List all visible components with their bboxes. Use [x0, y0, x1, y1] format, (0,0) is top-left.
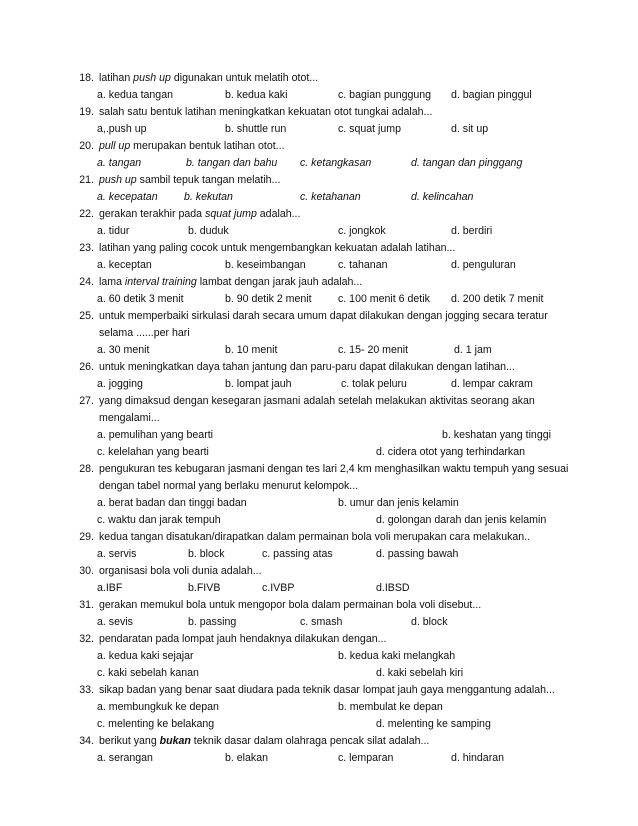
question-text	[99, 681, 555, 699]
answer-option: c. 100 menit 6 detik	[338, 293, 430, 305]
answer-option: a. 60 detik 3 menit	[97, 293, 184, 305]
options-row	[0, 222, 638, 240]
question-text	[99, 307, 548, 325]
question-number: 33.	[79, 684, 94, 696]
options-row	[0, 426, 638, 444]
options-row	[0, 613, 638, 631]
question-text	[99, 460, 568, 478]
question-number: 22.	[79, 208, 94, 220]
options-row	[0, 749, 638, 767]
answer-option: a. tidur	[97, 225, 130, 237]
answer-option: c. melenting ke belakang	[97, 718, 215, 730]
question-text-continued	[0, 324, 638, 342]
question-text	[99, 205, 300, 223]
question-text-part: latihan	[99, 72, 134, 84]
answer-option: b. lompat jauh	[225, 378, 292, 390]
answer-option: c. tahanan	[338, 259, 388, 271]
answer-option: a. pemulihan yang bearti	[97, 429, 214, 441]
question-text-part: salah satu bentuk latihan meningkatkan kekuatan otot tungkai adalah...	[99, 106, 433, 118]
answer-option: c. 15- 20 menit	[338, 344, 409, 356]
answer-option: c. kelelahan yang bearti	[97, 446, 209, 458]
answer-option: d. kelincahan	[411, 191, 474, 203]
question-emphasis: interval training	[124, 276, 197, 288]
question-emphasis: squat jump	[205, 208, 257, 220]
answer-option: d. passing bawah	[376, 548, 459, 560]
question-text-part: pendaratan pada lompat jauh hendaknya dilakukan dengan...	[99, 633, 387, 645]
answer-option: b. 10 menit	[225, 344, 278, 356]
answer-option: d. sit up	[451, 123, 489, 135]
answer-option: c. waktu dan jarak tempuh	[97, 514, 221, 526]
answer-option: d. melenting ke samping	[376, 718, 491, 730]
question-number: 27.	[79, 395, 94, 407]
question-text	[99, 596, 481, 614]
question-number: 25.	[79, 310, 94, 322]
question-33	[0, 681, 638, 699]
answer-option: c. ketahanan	[300, 191, 361, 203]
answer-option: b. keshatan yang tinggi	[442, 429, 551, 441]
question-text-part: adalah...	[256, 208, 301, 220]
question-text	[99, 103, 432, 121]
options-row	[0, 256, 638, 274]
answer-option: a. tangan	[97, 157, 142, 169]
options-row	[0, 545, 638, 563]
question-text-part: sambil tepuk tangan melatih...	[136, 174, 281, 186]
question-text	[99, 392, 535, 410]
question-22	[0, 205, 638, 223]
options-row	[0, 715, 638, 733]
answer-option: c. bagian punggung	[338, 89, 432, 101]
question-28	[0, 460, 638, 478]
options-row	[0, 664, 638, 682]
answer-option: c. jongkok	[338, 225, 386, 237]
options-row	[0, 154, 638, 172]
question-text	[99, 562, 262, 580]
question-text-part: gerakan terakhir pada	[99, 208, 206, 220]
question-text-part: berikut yang	[99, 735, 160, 747]
answer-option: b. block	[188, 548, 225, 560]
answer-option: b. 90 detik 2 menit	[225, 293, 312, 305]
options-row	[0, 443, 638, 461]
answer-option: a. kedua tangan	[97, 89, 173, 101]
question-number: 30.	[79, 565, 94, 577]
question-emphasis: pull up	[99, 140, 131, 152]
question-number: 21.	[79, 174, 94, 186]
question-text-part: gerakan memukul bola untuk mengopor bola dalam permainan bola voli disebut...	[99, 599, 482, 611]
question-number: 19.	[79, 106, 94, 118]
options-row	[0, 579, 638, 597]
question-text-part: lama	[99, 276, 125, 288]
question-text-part: latihan yang paling cocok untuk mengembangkan kekuatan adalah latihan...	[99, 242, 456, 254]
options-row	[0, 647, 638, 665]
question-text-part: dengan tabel normal yang berlaku menurut kelompok...	[99, 480, 359, 492]
answer-option: b. kedua kaki melangkah	[338, 650, 456, 662]
question-text	[99, 69, 318, 87]
question-19	[0, 103, 638, 121]
question-number: 20.	[79, 140, 94, 152]
question-24	[0, 273, 638, 291]
options-row	[0, 120, 638, 138]
options-row	[0, 494, 638, 512]
answer-option: b. duduk	[188, 225, 229, 237]
answer-option: a. membungkuk ke depan	[97, 701, 219, 713]
question-text-part: mengalami...	[99, 412, 160, 424]
question-text	[99, 239, 455, 257]
question-20	[0, 137, 638, 155]
answer-option: c. ketangkasan	[300, 157, 372, 169]
question-emphasis-bold: bukan	[159, 735, 191, 747]
answer-option: c. passing atas	[262, 548, 333, 560]
answer-option: a. sevis	[97, 616, 133, 628]
answer-option: a. servis	[97, 548, 137, 560]
answer-option: b. umur dan jenis kelamin	[338, 497, 459, 509]
question-text-continued	[0, 477, 638, 495]
answer-option: a. 30 menit	[97, 344, 150, 356]
question-number: 24.	[79, 276, 94, 288]
answer-option: d. tangan dan pinggang	[411, 157, 523, 169]
answer-option: d. bagian pinggul	[451, 89, 532, 101]
question-text-part: untuk meningkatkan daya tahan jantung dan paru-paru dapat dilakukan dengan latihan...	[99, 361, 515, 373]
answer-option: b. kedua kaki	[225, 89, 288, 101]
answer-option: d. lempar cakram	[451, 378, 533, 390]
answer-option: d. golongan darah dan jenis kelamin	[376, 514, 547, 526]
options-row	[0, 375, 638, 393]
answer-option: d. block	[411, 616, 448, 628]
question-text-part: kedua tangan disatukan/dirapatkan dalam permainan bola voli merupakan cara melakukan..	[99, 531, 531, 543]
question-text-part: pengukuran tes kebugaran jasmani dengan tes lari 2,4 km menghasilkan waktu tempuh yang sesuai	[99, 463, 569, 475]
answer-option: b.FIVB	[188, 582, 221, 594]
question-text-part: merupakan bentuk latihan otot...	[130, 140, 285, 152]
answer-option: b. keseimbangan	[225, 259, 306, 271]
question-emphasis: push up	[133, 72, 171, 84]
question-text-part: lambat dengan jarak jauh adalah...	[196, 276, 363, 288]
question-number: 23.	[79, 242, 94, 254]
question-18	[0, 69, 638, 87]
question-25	[0, 307, 638, 325]
question-text-part: yang dimaksud dengan kesegaran jasmani adalah setelah melakukan aktivitas seorang akan	[99, 395, 535, 407]
answer-option: c. tolak peluru	[341, 378, 407, 390]
options-row	[0, 698, 638, 716]
question-text	[99, 171, 280, 189]
question-text	[99, 732, 429, 750]
question-29	[0, 528, 638, 546]
answer-option: b. elakan	[225, 752, 268, 764]
question-text-part: sikap badan yang benar saat diudara pada teknik dasar lompat jauh gaya menggantung adalah...	[99, 684, 555, 696]
question-text	[99, 273, 362, 291]
question-text-part: teknik dasar dalam olahraga pencak silat adalah...	[190, 735, 430, 747]
options-row	[0, 511, 638, 529]
options-row	[0, 341, 638, 359]
question-number: 29.	[79, 531, 94, 543]
answer-option: c. squat jump	[338, 123, 402, 135]
answer-option: b. passing	[188, 616, 237, 628]
question-31	[0, 596, 638, 614]
question-emphasis: push up	[99, 174, 137, 186]
answer-option: d. hindaran	[451, 752, 505, 764]
question-number: 34.	[79, 735, 94, 747]
options-row	[0, 290, 638, 308]
question-number: 32.	[79, 633, 94, 645]
answer-option: a. berat badan dan tinggi badan	[97, 497, 247, 509]
question-number: 18.	[79, 72, 94, 84]
answer-option: d. 200 detik 7 menit	[451, 293, 544, 305]
answer-option: a. serangan	[97, 752, 153, 764]
answer-option: a. keceptan	[97, 259, 152, 271]
question-text	[99, 630, 386, 648]
answer-option: c. kaki sebelah kanan	[97, 667, 199, 679]
question-26	[0, 358, 638, 376]
answer-option: d. 1 jam	[454, 344, 492, 356]
options-row	[0, 188, 638, 206]
answer-option: d. kaki sebelah kiri	[376, 667, 464, 679]
question-text-continued	[0, 409, 638, 427]
question-text-part: digunakan untuk melatih otot...	[170, 72, 319, 84]
options-row	[0, 86, 638, 104]
answer-option: a.IBF	[97, 582, 123, 594]
answer-option: d. berdiri	[451, 225, 493, 237]
question-34	[0, 732, 638, 750]
answer-option: d.IBSD	[376, 582, 410, 594]
question-23	[0, 239, 638, 257]
question-30	[0, 562, 638, 580]
question-21	[0, 171, 638, 189]
answer-option: c. lemparan	[338, 752, 394, 764]
question-number: 31.	[79, 599, 94, 611]
answer-option: b. shuttle run	[225, 123, 287, 135]
question-text	[99, 528, 530, 546]
question-text	[99, 137, 285, 155]
answer-option: c. smash	[300, 616, 343, 628]
question-text	[99, 358, 515, 376]
answer-option: b. membulat ke depan	[338, 701, 443, 713]
question-text-part: untuk memperbaiki sirkulasi darah secara umum dapat dilakukan dengan jogging secara teratur	[99, 310, 548, 322]
answer-option: a. jogging	[97, 378, 143, 390]
answer-option: a. kecepatan	[97, 191, 158, 203]
answer-option: d. cidera otot yang terhindarkan	[376, 446, 525, 458]
question-text-part: organisasi bola voli dunia adalah...	[99, 565, 262, 577]
question-32	[0, 630, 638, 648]
answer-option: a,.push up	[97, 123, 147, 135]
question-number: 26.	[79, 361, 94, 373]
answer-option: b. tangan dan bahu	[186, 157, 278, 169]
answer-option: a. kedua kaki sejajar	[97, 650, 194, 662]
answer-option: d. penguluran	[451, 259, 516, 271]
question-text-part: selama ......per hari	[99, 327, 190, 339]
answer-option: b. kekutan	[184, 191, 233, 203]
question-number: 28.	[79, 463, 94, 475]
question-27	[0, 392, 638, 410]
answer-option: c.IVBP	[262, 582, 295, 594]
